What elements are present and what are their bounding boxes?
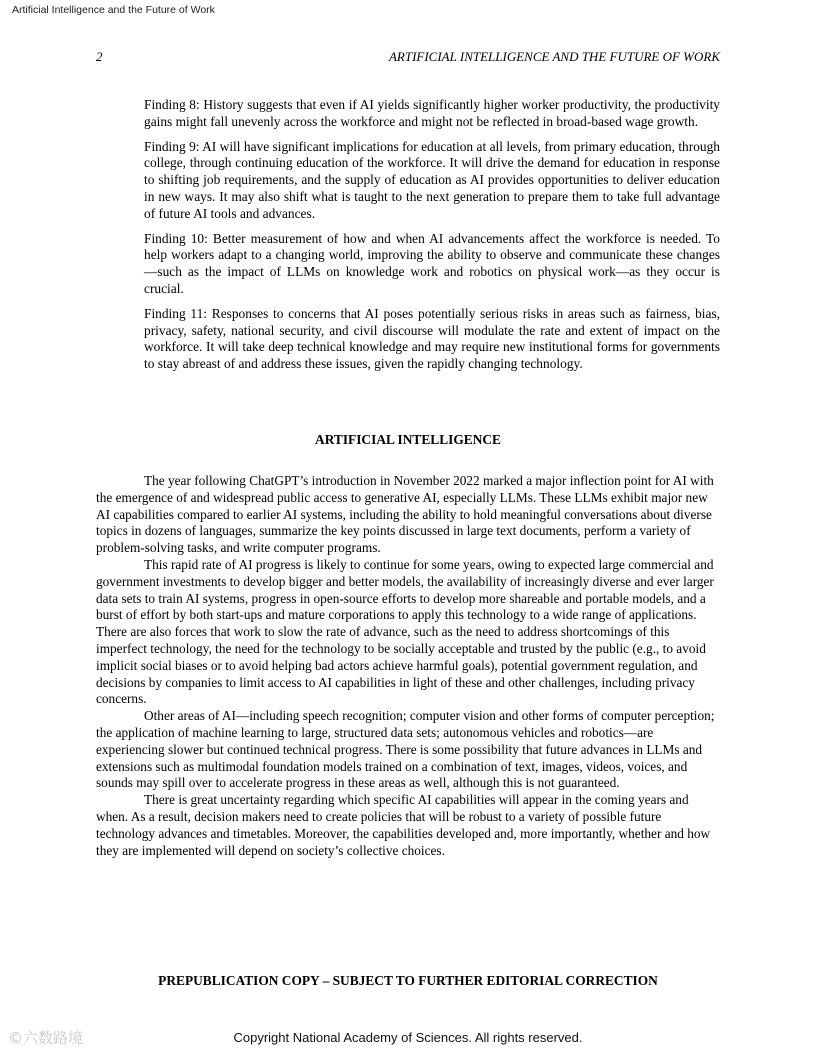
- running-head: ARTIFICIAL INTELLIGENCE AND THE FUTURE OF WORK: [388, 49, 720, 64]
- finding-10: Finding 10: Better measurement of how and when AI advancements affect the workforce is needed. To help workers adapt to a changing world, improving the ability to observe and communicate these changes—such as the impact of LLMs on knowledge work and robotics on physical work—as they occur is crucial.: [144, 230, 720, 296]
- section-heading: ARTIFICIAL INTELLIGENCE: [315, 432, 501, 447]
- prepublication-notice: PREPUBLICATION COPY – SUBJECT TO FURTHER EDITORIAL CORRECTION: [158, 973, 658, 988]
- copyright-notice: Copyright National Academy of Sciences. All rights reserved.: [233, 1030, 583, 1045]
- section-body: [96, 473, 720, 859]
- findings-list: [144, 97, 720, 381]
- body-paragraph: The year following ChatGPT’s introduction in November 2022 marked a major inflection point for AI with the emergence of and widespread public access to generative AI, especially LLMs. These LLMs exhibit major new AI capabilities compared to earlier AI systems, including the ability to hold meaningful conversations about diverse topics in dozens of languages, summarize the key points discussed in large text documents, perform a variety of problem-solving tasks, and write computer programs.: [96, 473, 714, 556]
- finding-9: Finding 9: AI will have significant implications for education at all levels, from primary education, through college, through continuing education of the workforce. It will drive the demand for education in response to shifting job requirements, and the supply of education as AI provides opportunities to deliver education in new ways. It may also shift what is taught to the next generation to prepare them to take full advantage of future AI tools and advances.: [144, 138, 720, 221]
- browser-title: Artificial Intelligence and the Future of Work: [12, 4, 215, 16]
- watermark-logo: ©六数路境: [8, 1029, 84, 1047]
- body-paragraph: Other areas of AI—including speech recognition; computer vision and other forms of computer perception; the application of machine learning to large, structured data sets; autonomous vehicles and robotics—are experiencing slower but continued technical progress. There is some possibility that future advances in LLMs and extensions such as multimodal foundation models trained on a combination of text, images, videos, voices, and sounds may spill over to accelerate progress in these areas as well, although this is not guaranteed.: [96, 708, 715, 791]
- body-paragraph: There is great uncertainty regarding which specific AI capabilities will appear in the coming years and when. As a result, decision makers need to create policies that will be robust to a variety of possible future technology advances and timetables. Moreover, the capabilities developed and, more importantly, whether and how they are implemented will depend on society’s collective choices.: [96, 792, 711, 858]
- body-paragraph: This rapid rate of AI progress is likely to continue for some years, owing to expected large commercial and government investments to develop bigger and better models, the availability of increasingly diverse and ever larger data sets to train AI systems, progress in open-source efforts to develop more shareable and portable models, and a burst of effort by both start-ups and mature corporations to apply this technology to a wide range of applications. There are also forces that work to slow the rate of advance, such as the need to address shortcomings of this imperfect technology, the need for the technology to be socially acceptable and trusted by the public (e.g., to avoid implicit social biases or to avoid helping bad actors achieve harmful goals), potential government regulation, and decisions by companies to limit access to AI capabilities in light of these and other challenges, including privacy concerns.: [96, 556, 714, 707]
- finding-11: Finding 11: Responses to concerns that AI poses potentially serious risks in areas such as fairness, bias, privacy, safety, national security, and civil discourse will modulate the rate and extent of impact on the workforce. It will take deep technical knowledge and may require new institutional forms for governments to stay abreast of and address these issues, given the rapidly changing technology.: [144, 305, 720, 372]
- page-number: 2: [96, 49, 103, 64]
- finding-8: Finding 8: History suggests that even if AI yields significantly higher worker productivity, the productivity gains might fall unevenly across the workforce and might not be reflected in broad-based wage growth.: [144, 97, 720, 129]
